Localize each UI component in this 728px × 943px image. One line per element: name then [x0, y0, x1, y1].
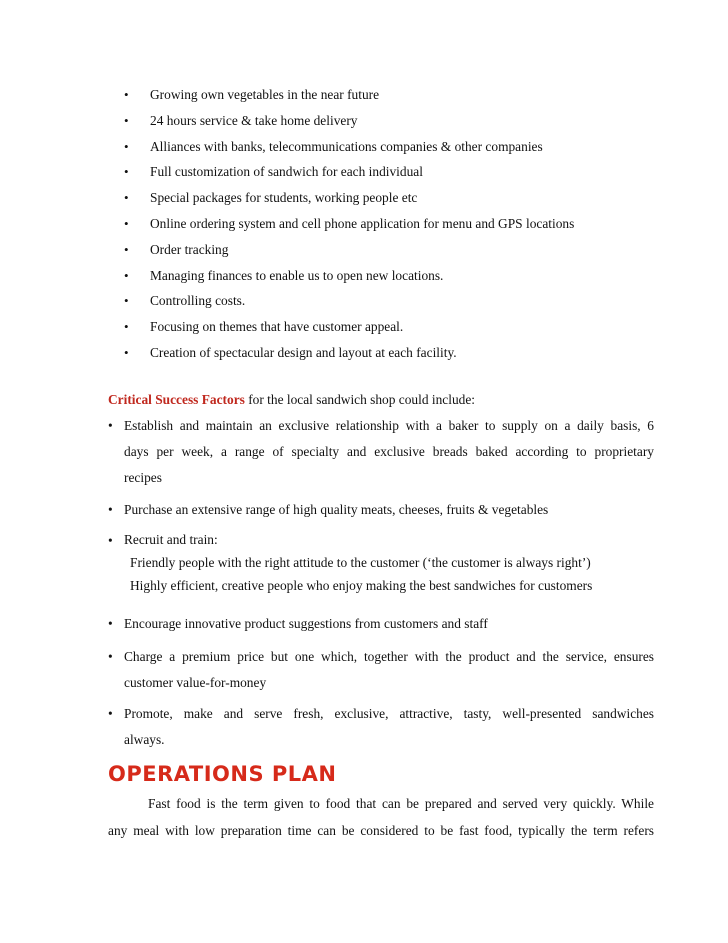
- bullet-icon: •: [124, 190, 129, 206]
- list-item: [0, 316, 728, 342]
- bullet-icon: •: [108, 418, 113, 433]
- list-item: [0, 239, 728, 265]
- bullet-icon: •: [108, 533, 113, 548]
- list-item: [0, 342, 728, 368]
- csf-item-text: [124, 701, 654, 753]
- list-item: [0, 136, 728, 162]
- list-item-text: Special packages for students, working people etc: [150, 190, 418, 206]
- bullet-icon: •: [124, 164, 129, 180]
- list-item: [0, 110, 728, 136]
- csf-line: Purchase an extensive range of high quality meats, cheeses, fruits & vegetables: [124, 502, 549, 517]
- bullet-icon: •: [124, 112, 129, 128]
- csf-line: days per week, a range of specialty and exclusive breads baked according to proprietary: [124, 444, 654, 459]
- list-item-text: Online ordering system and cell phone application for menu and GPS locations: [150, 215, 575, 231]
- bullet-icon: •: [124, 138, 129, 154]
- csf-line: customer value-for-money: [124, 675, 267, 690]
- list-item-text: Managing finances to enable us to open new locations.: [150, 267, 444, 283]
- list-item: [0, 213, 728, 239]
- csf-item-text: [124, 497, 654, 523]
- paragraph-line: Fast food is the term given to food that can be prepared and served very quickly. While: [148, 796, 654, 811]
- csf-line: Encourage innovative product suggestions from customers and staff: [124, 616, 488, 631]
- list-item: [0, 265, 728, 291]
- goals-bullet-list: [0, 84, 728, 368]
- bullet-icon: •: [108, 502, 113, 517]
- list-item-text: Focusing on themes that have customer appeal.: [150, 319, 404, 335]
- operations-paragraph: [108, 790, 654, 844]
- list-item-text: Growing own vegetables in the near future: [150, 87, 380, 102]
- list-item: [0, 187, 728, 213]
- csf-label: Critical Success Factors: [108, 392, 245, 407]
- list-item: [0, 84, 728, 110]
- list-item-text: Order tracking: [150, 241, 229, 257]
- bullet-icon: •: [108, 649, 113, 664]
- bullet-icon: •: [124, 241, 129, 257]
- csf-line: Promote, make and serve fresh, exclusive, attractive, tasty, well-presented sandwiches: [124, 706, 654, 721]
- csf-item-text: [124, 611, 654, 637]
- bullet-icon: •: [124, 215, 129, 231]
- list-item-text: Creation of spectacular design and layout at each facility.: [150, 344, 457, 360]
- list-item-text: Full customization of sandwich for each individual: [150, 164, 423, 180]
- csf-line: Recruit and train:: [124, 532, 218, 547]
- list-item: [0, 290, 728, 316]
- csf-line: recipes: [124, 470, 162, 485]
- list-item-text: 24 hours service & take home delivery: [150, 112, 358, 128]
- csf-sub-line: Highly efficient, creative people who enjoy making the best sandwiches for customers: [130, 578, 593, 593]
- csf-line: always.: [124, 732, 165, 747]
- csf-intro-text: for the local sandwich shop could include:: [244, 392, 476, 407]
- bullet-icon: •: [124, 293, 129, 309]
- bullet-icon: •: [124, 319, 129, 335]
- bullet-icon: •: [108, 616, 113, 631]
- csf-line: Establish and maintain an exclusive relationship with a baker to supply on a daily basis, 6: [124, 418, 654, 433]
- bullet-icon: •: [124, 87, 129, 102]
- csf-intro: [108, 389, 475, 411]
- csf-item-text: [124, 644, 654, 696]
- list-item: [0, 161, 728, 187]
- paragraph-line: any meal with low preparation time can be considered to be fast food, typically the term refers: [108, 823, 654, 838]
- list-item-text: Alliances with banks, telecommunications companies & other companies: [150, 138, 543, 154]
- operations-plan-heading: OPERATIONS PLAN: [108, 762, 337, 786]
- bullet-icon: •: [124, 267, 129, 283]
- list-item-text: Controlling costs.: [150, 293, 246, 309]
- bullet-icon: •: [108, 706, 113, 721]
- csf-item-text: [124, 413, 654, 491]
- csf-sub-line: Friendly people with the right attitude to the customer (‘the customer is always right’): [130, 555, 591, 570]
- csf-item-text: [124, 528, 654, 597]
- bullet-icon: •: [124, 344, 129, 360]
- csf-line: Charge a premium price but one which, together with the product and the service, ensures: [124, 649, 654, 664]
